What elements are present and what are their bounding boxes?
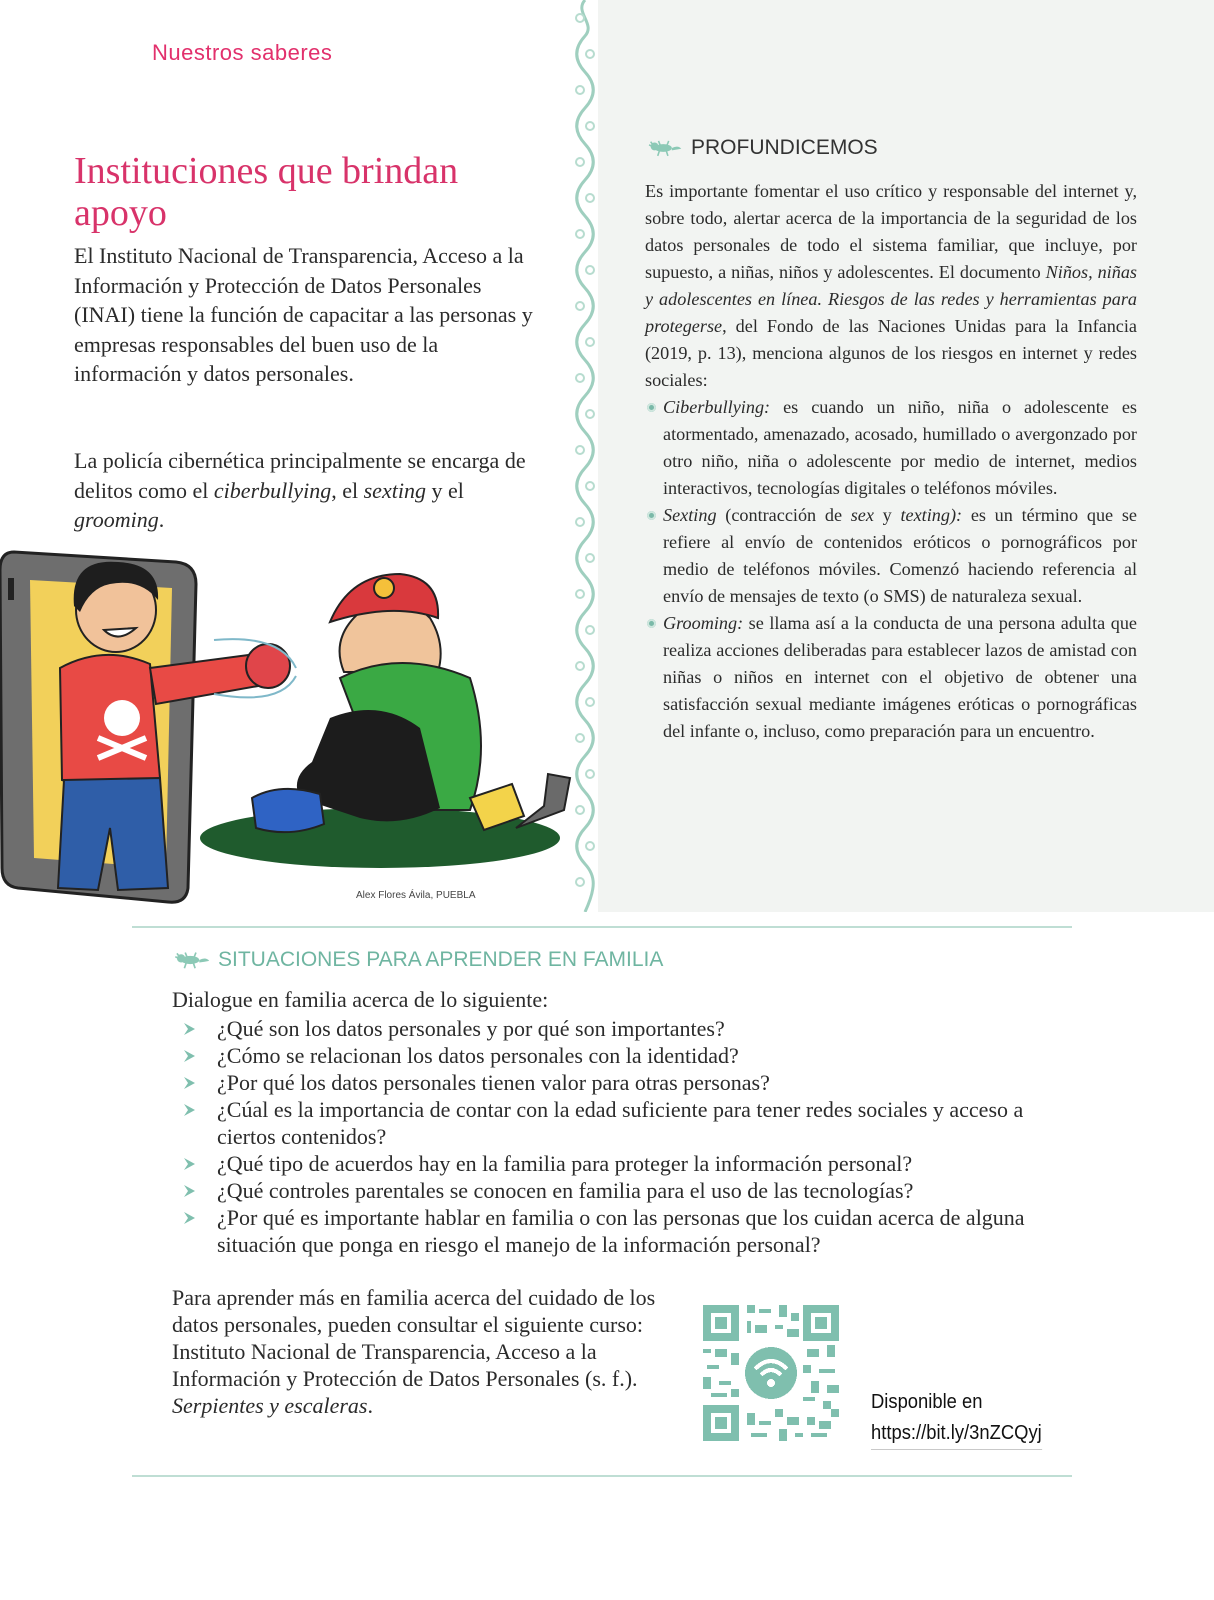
- risk-list: [645, 394, 1137, 745]
- profundicemos-paragraph: Es importante fomentar el uso crítico y responsable del internet y, sobre todo, alertar acerca de la importancia de la seguridad de los datos personales de todo el sistema familiar, que incluye, por supuesto, a niñas, niños y adolescentes. El documento Niños, niñas y adolescentes en línea. Riesgos de las redes y herramientas para protegerse, del Fondo de las Naciones Unidas para la Infancia (2019, p. 13), menciona algunos de los riesgos en internet y redes sociales:: [645, 181, 1137, 390]
- available-label: Disponible en: [871, 1391, 983, 1413]
- divider-bottom: [132, 1475, 1072, 1477]
- list-item: ¿Qué tipo de acuerdos hay en la familia para proteger la información personal?: [172, 1150, 1062, 1177]
- profundicemos-heading: [645, 136, 878, 160]
- list-item: Grooming: se llama así a la conducta de una persona adulta que realiza acciones deliberadas para establecer lazos de amistad con niñas o niños en internet con el objetivo de obtener una satisfacción sexual mediante imágenes eróticas o pornográficas del infante o, incluso, como preparación para un encuentro.: [645, 610, 1137, 745]
- learn-more-paragraph: Para aprender más en familia acerca del cuidado de los datos personales, pueden consultar el siguiente curso: Instituto Nacional de Transparencia, Acceso a la Información y Protección de Datos Personales (s. f.). Serpientes y escaleras.: [172, 1285, 656, 1418]
- axolotl-icon: [172, 948, 210, 972]
- divider-top: [132, 926, 1072, 928]
- arrow-bullet-icon: [182, 1022, 196, 1036]
- axolotl-icon: [645, 137, 683, 159]
- course-link[interactable]: https://bit.ly/3nZCQyj: [871, 1418, 1042, 1450]
- availability-note: [871, 1387, 1042, 1450]
- illustration-credit: Alex Flores Ávila, PUEBLA: [356, 890, 476, 901]
- profundicemos-title: PROFUNDICEMOS: [691, 136, 878, 159]
- cyberbullying-illustration: [0, 548, 572, 908]
- list-item: Ciberbullying: es cuando un niño, niña o adolescente es atormentado, amenazado, acosado, humillado o avergonzado por otro niño, niña o adolescente por medio de internet, medios interactivos, tecnologías digitales o teléfonos móviles.: [645, 394, 1137, 502]
- vine-border: [572, 0, 598, 912]
- qr-code[interactable]: [703, 1305, 839, 1441]
- section-title: Instituciones que brindan apoyo: [74, 150, 459, 234]
- arrow-bullet-icon: [182, 1103, 196, 1117]
- list-item: ¿Cúal es la importancia de contar con la edad suficiente para tener redes sociales y acceso a ciertos contenidos?: [172, 1096, 1062, 1150]
- familia-intro: Dialogue en familia acerca de lo siguiente:: [172, 987, 549, 1012]
- arrow-bullet-icon: [182, 1211, 196, 1225]
- familia-heading: [172, 948, 663, 972]
- list-item: ¿Por qué es importante hablar en familia o con las personas que los cuidan acerca de alguna situación que ponga en riesgo el manejo de la información personal?: [172, 1204, 1062, 1258]
- running-head: Nuestros saberes: [152, 40, 333, 65]
- profundicemos-body: [645, 178, 1137, 745]
- list-item: ¿Cómo se relacionan los datos personales con la identidad?: [172, 1042, 1062, 1069]
- inai-paragraph: El Instituto Nacional de Transparencia, Acceso a la Información y Protección de Datos Personales (INAI) tiene la función de capacitar a las personas y empresas responsables del buen uso de la información y datos personales.: [74, 243, 533, 386]
- list-item: ¿Qué son los datos personales y por qué son importantes?: [172, 1015, 1062, 1042]
- list-item: ¿Qué controles parentales se conocen en familia para el uso de las tecnologías?: [172, 1177, 1062, 1204]
- arrow-bullet-icon: [182, 1157, 196, 1171]
- list-item: Sexting (contracción de sex y texting): es un término que se refiere al envío de contenidos eróticos o pornográficos por medio de teléfonos móviles. Comenzó haciendo referencia al envío de mensajes de texto (o SMS) de naturaleza sexual.: [645, 502, 1137, 610]
- list-item: ¿Por qué los datos personales tienen valor para otras personas?: [172, 1069, 1062, 1096]
- arrow-bullet-icon: [182, 1184, 196, 1198]
- policia-paragraph: La policía cibernética principalmente se encarga de delitos como el ciberbullying, el sexting y el grooming.: [74, 448, 526, 532]
- familia-title: SITUACIONES PARA APRENDER EN FAMILIA: [218, 948, 664, 971]
- arrow-bullet-icon: [182, 1076, 196, 1090]
- arrow-bullet-icon: [182, 1049, 196, 1063]
- question-list: [172, 1015, 1062, 1258]
